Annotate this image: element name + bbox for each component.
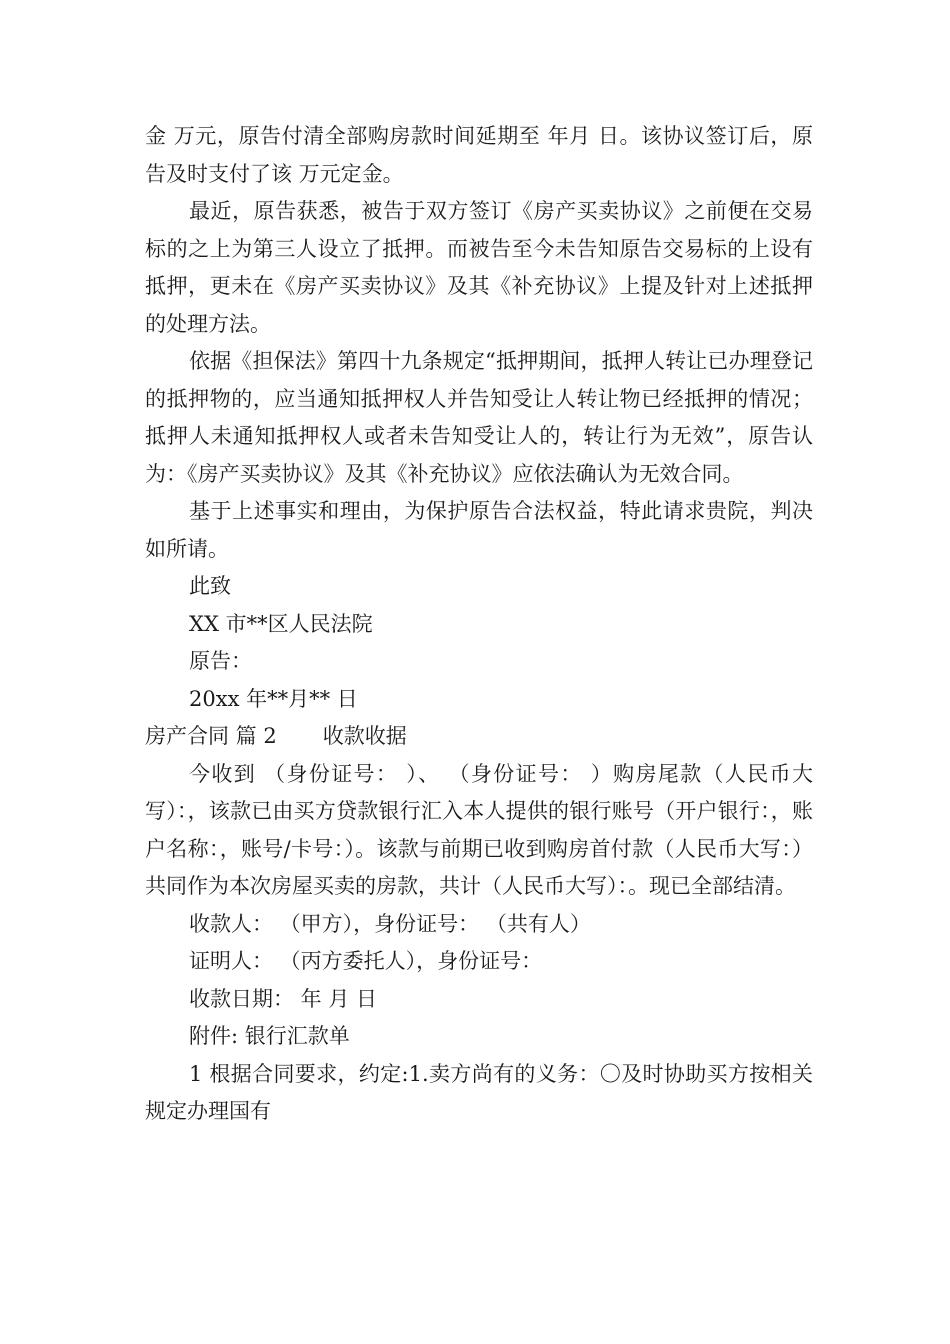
paragraph-request: 基于上述事实和理由，为保护原告合法权益，特此请求贵院，判决如所请。 <box>145 499 813 561</box>
receipt-body: 今收到 （身份证号： ）、 （身份证号： ）购房尾款（人民币大写）：，该款已由买方贷款银行汇入本人提供的银行账号（开户银行：，账户名称：，账号/卡号：）。该款与前期已收到购房首付款（人民币大写：）共同作为本次房屋买卖的房款，共计（人民币大写）：。现已全部结清。 <box>145 761 813 898</box>
paragraph-deposit: 金 万元，原告付清全部购房款时间延期至 年月 日。该协议签订后，原告及时支付了该 万元定金。 <box>145 124 813 186</box>
closing-date: 20xx 年**月** 日 <box>189 686 358 711</box>
section-subtitle: 收款收据 <box>322 724 407 748</box>
closing-plaintiff: 原告： <box>189 649 252 673</box>
receipt-witness: 证明人： （丙方委托人），身份证号： <box>189 949 543 973</box>
closing-salutation: 此致 <box>189 574 231 598</box>
document-page <box>145 118 813 1131</box>
receipt-payee: 收款人： （甲方），身份证号： （共有人） <box>189 911 591 936</box>
closing-court: XX 市**区人民法院 <box>189 611 373 636</box>
section-title: 房产合同 篇 2 <box>145 724 277 748</box>
receipt-attachment: 附件: 银行汇款单 <box>189 1024 350 1048</box>
paragraph-legal-basis: 依据《担保法》第四十九条规定“抵押期间，抵押人转让已办理登记的抵押物的，应当通知抵押权人并告知受让人转让物已经抵押的情况；抵押人未通知抵押权人或者未告知受让人的，转让行为无效”，原告认为：《房产买卖协议》及其《补充协议》应依法确认为无效合同。 <box>145 349 813 486</box>
receipt-clause: 1 根据合同要求，约定:1.卖方尚有的义务：〇及时协助买方按相关规定办理国有 <box>145 1061 813 1123</box>
section-heading <box>145 718 813 756</box>
receipt-date: 收款日期： 年 月 日 <box>189 986 378 1011</box>
paragraph-mortgage-discovery: 最近，原告获悉，被告于双方签订《房产买卖协议》之前便在交易标的之上为第三人设立了抵押。而被告至今未告知原告交易标的上设有抵押，更未在《房产买卖协议》及其《补充协议》上提及针对上述抵押的处理方法。 <box>145 199 813 336</box>
